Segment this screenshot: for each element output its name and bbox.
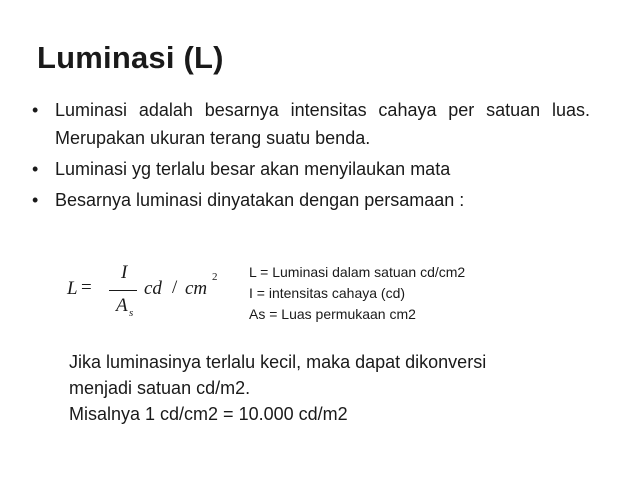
note-line: Misalnya 1 cd/cm2 = 10.000 cd/m2 [69, 404, 348, 424]
formula-equals: = [81, 277, 92, 298]
formula-unit-cd: cd [144, 278, 162, 299]
formula-lhs: L [67, 278, 78, 299]
bullet-item-glare [32, 155, 590, 183]
conversion-note [69, 349, 486, 427]
slide-title: Luminasi (L) [37, 40, 224, 75]
formula-exponent: 2 [212, 271, 218, 283]
bullet-text: Luminasi adalah besarnya intensitas cahaya per satuan luas. Merupakan ukuran terang suatu benda. [55, 100, 590, 148]
note-line: Jika luminasinya terlalu kecil, maka dapat dikonversi [69, 352, 487, 372]
bullet-marker: • [32, 159, 39, 179]
bullet-text: Luminasi yg terlalu besar akan menyilaukan mata [55, 159, 451, 179]
definition-line: I = intensitas cahaya (cd) [249, 285, 406, 301]
definition-line: As = Luas permukaan cm2 [249, 306, 416, 322]
bullet-text: Besarnya luminasi dinyatakan dengan persamaan : [55, 190, 465, 210]
fraction-bar [109, 290, 137, 291]
variable-definitions [249, 262, 465, 325]
bullet-item-equation-intro [32, 186, 590, 214]
formula-numerator: I [121, 262, 128, 283]
bullet-item-definition [32, 96, 590, 152]
bullet-marker: • [32, 190, 39, 210]
bullet-marker: • [32, 100, 39, 120]
note-line: menjadi satuan cd/m2. [69, 378, 251, 398]
formula-denominator-subscript: s [129, 307, 134, 319]
formula-slash: / [172, 277, 178, 298]
definition-line: L = Luminasi dalam satuan cd/cm2 [249, 264, 466, 280]
formula-unit-cm: cm [185, 278, 208, 299]
formula-denominator: A [116, 295, 128, 316]
bullet-list [32, 96, 590, 217]
